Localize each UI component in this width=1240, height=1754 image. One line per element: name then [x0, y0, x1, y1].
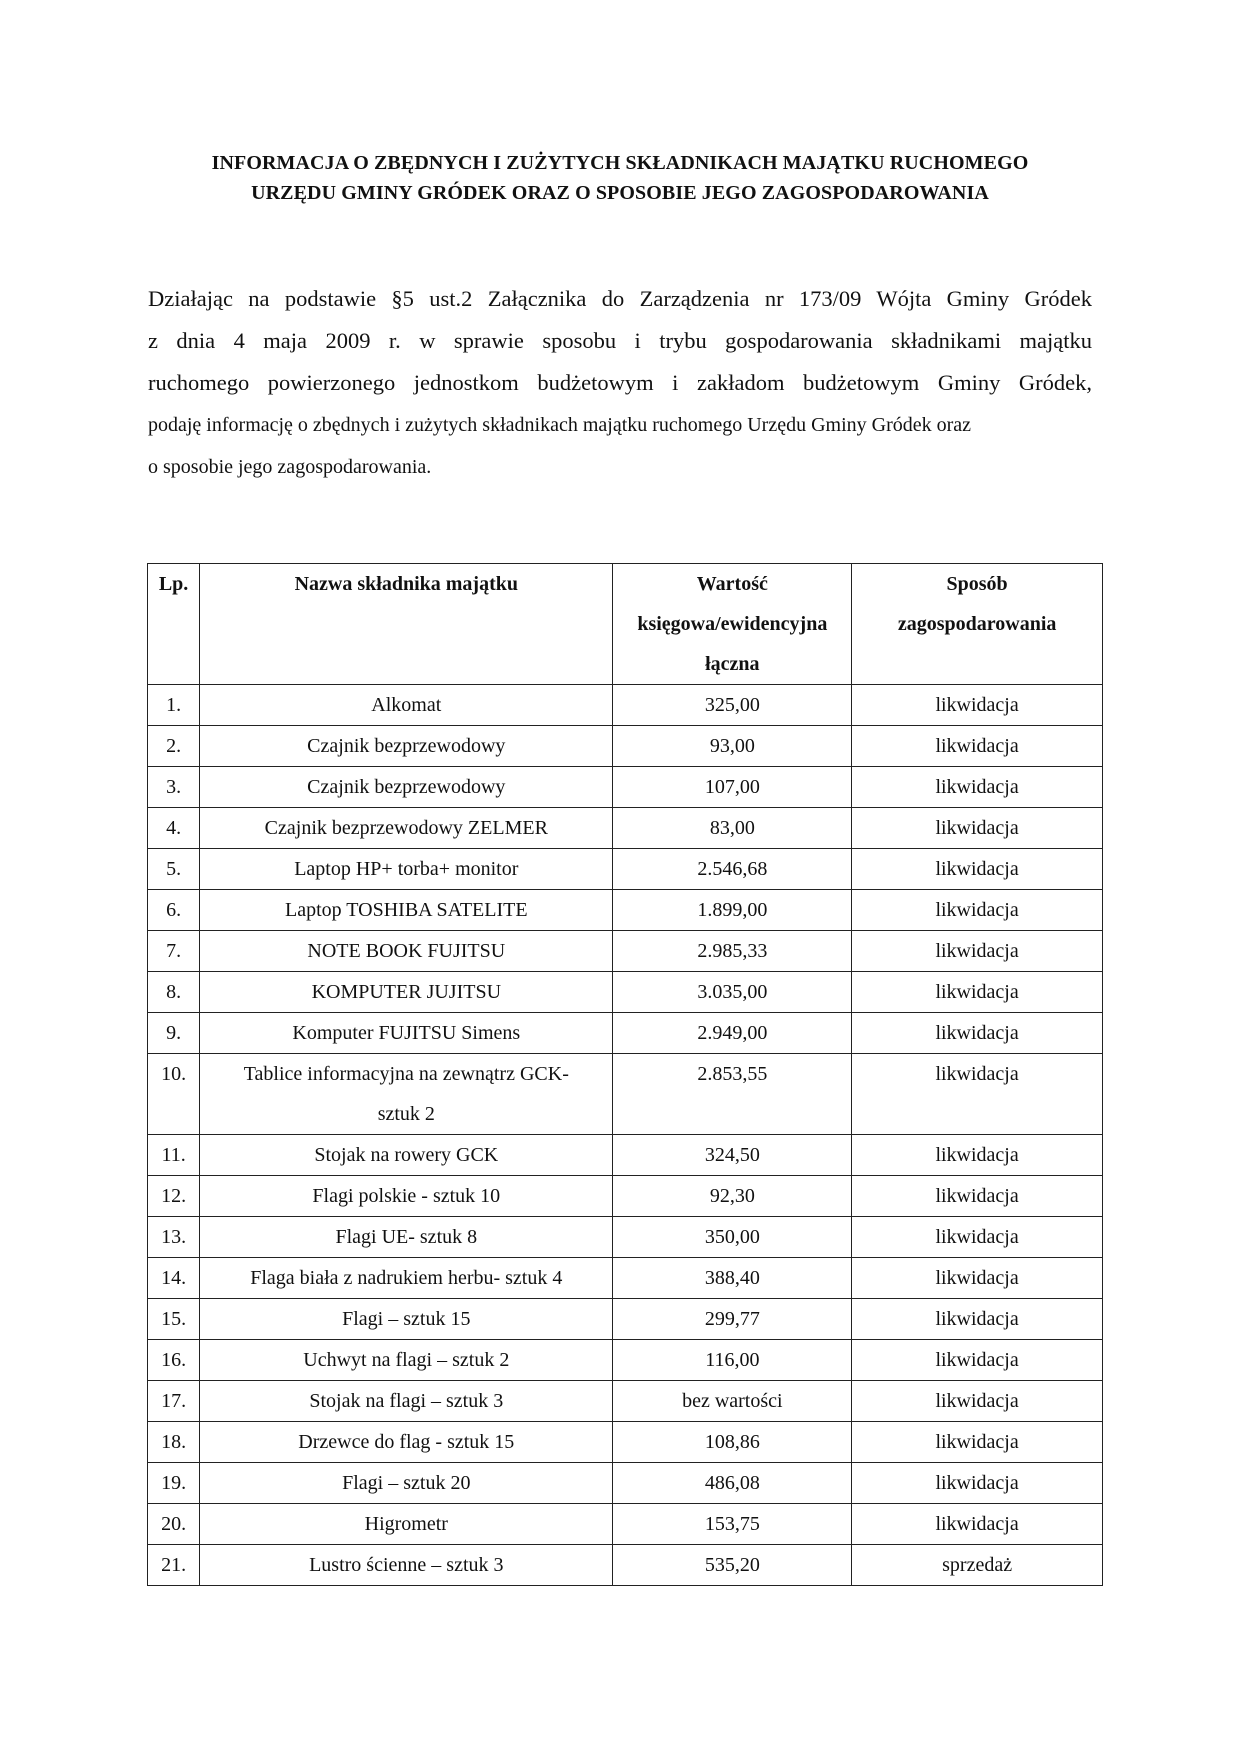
cell-lp: 11. — [148, 1135, 200, 1176]
header-name: Nazwa składnika majątku — [200, 564, 613, 685]
cell-value: 1.899,00 — [613, 890, 852, 931]
header-value-line: łączna — [705, 653, 760, 675]
header-lp: Lp. — [148, 564, 200, 685]
cell-value: 153,75 — [613, 1504, 852, 1545]
assets-table — [147, 563, 1103, 1586]
cell-lp: 15. — [148, 1299, 200, 1340]
cell-way: likwidacja — [852, 1258, 1103, 1299]
cell-lp: 3. — [148, 767, 200, 808]
cell-value: 350,00 — [613, 1217, 852, 1258]
cell-name-line: Tablice informacyjna na zewnątrz GCK- — [243, 1063, 569, 1085]
cell-name-line: Laptop HP+ torba+ monitor — [294, 858, 519, 880]
table-row — [148, 767, 1103, 808]
cell-lp: 7. — [148, 931, 200, 972]
cell-name — [200, 1217, 613, 1258]
cell-name — [200, 1463, 613, 1504]
cell-way: likwidacja — [852, 1176, 1103, 1217]
cell-name-line: KOMPUTER JUJITSU — [311, 981, 502, 1003]
cell-lp: 14. — [148, 1258, 200, 1299]
cell-name-line: Higrometr — [364, 1513, 448, 1535]
table-row — [148, 1013, 1103, 1054]
cell-value: 3.035,00 — [613, 972, 852, 1013]
cell-value: 2.546,68 — [613, 849, 852, 890]
cell-name — [200, 767, 613, 808]
cell-name — [200, 1381, 613, 1422]
table-row — [148, 1463, 1103, 1504]
cell-way: likwidacja — [852, 808, 1103, 849]
table-row — [148, 1340, 1103, 1381]
cell-name — [200, 1545, 613, 1586]
cell-lp: 4. — [148, 808, 200, 849]
cell-lp: 19. — [148, 1463, 200, 1504]
cell-name-line: Uchwyt na flagi – sztuk 2 — [303, 1349, 510, 1371]
header-way — [852, 564, 1103, 685]
cell-name-line: Flaga biała z nadrukiem herbu- sztuk 4 — [250, 1267, 563, 1289]
cell-name-line: Drzewce do flag - sztuk 15 — [298, 1431, 515, 1453]
document-title — [120, 148, 1120, 208]
table-row — [148, 1135, 1103, 1176]
cell-value: 108,86 — [613, 1422, 852, 1463]
cell-lp: 1. — [148, 685, 200, 726]
cell-name — [200, 808, 613, 849]
cell-value: 486,08 — [613, 1463, 852, 1504]
title-line: URZĘDU GMINY GRÓDEK ORAZ O SPOSOBIE JEGO ZAGOSPODAROWANIA — [251, 182, 989, 204]
cell-way: likwidacja — [852, 849, 1103, 890]
cell-name-line: Stojak na flagi – sztuk 3 — [309, 1390, 504, 1412]
cell-way: likwidacja — [852, 1422, 1103, 1463]
cell-name — [200, 849, 613, 890]
cell-name — [200, 931, 613, 972]
cell-lp: 8. — [148, 972, 200, 1013]
cell-way: likwidacja — [852, 1463, 1103, 1504]
table-row — [148, 808, 1103, 849]
header-value — [613, 564, 852, 685]
cell-name-line: Flagi – sztuk 20 — [342, 1472, 471, 1494]
table-row — [148, 1258, 1103, 1299]
cell-way: likwidacja — [852, 972, 1103, 1013]
header-value-line: księgowa/ewidencyjna — [637, 613, 828, 635]
cell-way: likwidacja — [852, 685, 1103, 726]
cell-name — [200, 1054, 613, 1135]
cell-lp: 13. — [148, 1217, 200, 1258]
intro-line: ruchomego powierzonego jednostkom budżetowym i zakładom budżetowym Gminy Gródek, — [148, 370, 1092, 395]
cell-lp: 21. — [148, 1545, 200, 1586]
cell-name — [200, 1340, 613, 1381]
cell-value: 535,20 — [613, 1545, 852, 1586]
table-row — [148, 1381, 1103, 1422]
cell-lp: 9. — [148, 1013, 200, 1054]
cell-name — [200, 1504, 613, 1545]
cell-name-line: Laptop TOSHIBA SATELITE — [285, 899, 528, 921]
table-row — [148, 1054, 1103, 1135]
cell-way: likwidacja — [852, 1013, 1103, 1054]
cell-name-line: Flagi – sztuk 15 — [342, 1308, 471, 1330]
cell-value: 92,30 — [613, 1176, 852, 1217]
cell-name-line: NOTE BOOK FUJITSU — [307, 940, 506, 962]
header-way-line: Sposób — [946, 573, 1008, 595]
cell-value: 107,00 — [613, 767, 852, 808]
cell-name-line: Czajnik bezprzewodowy — [307, 735, 506, 757]
cell-way: likwidacja — [852, 890, 1103, 931]
cell-way: likwidacja — [852, 726, 1103, 767]
cell-lp: 2. — [148, 726, 200, 767]
cell-lp: 6. — [148, 890, 200, 931]
cell-value: 388,40 — [613, 1258, 852, 1299]
cell-name — [200, 685, 613, 726]
cell-name — [200, 726, 613, 767]
cell-name — [200, 972, 613, 1013]
cell-lp: 5. — [148, 849, 200, 890]
cell-lp: 12. — [148, 1176, 200, 1217]
cell-value: 116,00 — [613, 1340, 852, 1381]
cell-name-line: Stojak na rowery GCK — [314, 1144, 499, 1166]
header-way-line: zagospodarowania — [897, 613, 1057, 635]
table-row — [148, 685, 1103, 726]
table-row — [148, 1217, 1103, 1258]
cell-name — [200, 1135, 613, 1176]
cell-lp: 16. — [148, 1340, 200, 1381]
cell-value: 2.985,33 — [613, 931, 852, 972]
cell-name — [200, 1299, 613, 1340]
cell-name-line: Flagi UE- sztuk 8 — [335, 1226, 478, 1248]
cell-name — [200, 1013, 613, 1054]
intro-line: o sposobie jego zagospodarowania. — [148, 456, 432, 478]
cell-name — [200, 1176, 613, 1217]
cell-name-line: Czajnik bezprzewodowy — [307, 776, 506, 798]
cell-value: 83,00 — [613, 808, 852, 849]
cell-name-line: Czajnik bezprzewodowy ZELMER — [264, 817, 548, 839]
cell-value: 2.853,55 — [613, 1054, 852, 1135]
table-row — [148, 1299, 1103, 1340]
cell-value: 299,77 — [613, 1299, 852, 1340]
cell-value: 2.949,00 — [613, 1013, 852, 1054]
cell-lp: 17. — [148, 1381, 200, 1422]
table-row — [148, 849, 1103, 890]
cell-name-line: Flagi polskie - sztuk 10 — [312, 1185, 501, 1207]
cell-name — [200, 1422, 613, 1463]
table-row — [148, 726, 1103, 767]
cell-name-line: Alkomat — [371, 694, 442, 716]
table-row — [148, 1176, 1103, 1217]
table-row — [148, 1545, 1103, 1586]
table-header-row — [148, 564, 1103, 685]
table-row — [148, 890, 1103, 931]
cell-way: sprzedaż — [852, 1545, 1103, 1586]
cell-way: likwidacja — [852, 1054, 1103, 1135]
cell-way: likwidacja — [852, 1299, 1103, 1340]
cell-lp: 10. — [148, 1054, 200, 1135]
cell-way: likwidacja — [852, 1504, 1103, 1545]
cell-name-line: sztuk 2 — [377, 1103, 435, 1125]
cell-lp: 18. — [148, 1422, 200, 1463]
cell-value: 325,00 — [613, 685, 852, 726]
cell-way: likwidacja — [852, 767, 1103, 808]
cell-name-line: Komputer FUJITSU Simens — [292, 1022, 521, 1044]
cell-way: likwidacja — [852, 1135, 1103, 1176]
table-row — [148, 1504, 1103, 1545]
intro-paragraph — [148, 278, 1092, 488]
header-value-line: Wartość — [696, 573, 768, 595]
cell-lp: 20. — [148, 1504, 200, 1545]
cell-name — [200, 1258, 613, 1299]
cell-name — [200, 890, 613, 931]
cell-way: likwidacja — [852, 1381, 1103, 1422]
table-row — [148, 972, 1103, 1013]
cell-way: likwidacja — [852, 931, 1103, 972]
title-line: INFORMACJA O ZBĘDNYCH I ZUŻYTYCH SKŁADNIKACH MAJĄTKU RUCHOMEGO — [211, 152, 1029, 174]
cell-way: likwidacja — [852, 1217, 1103, 1258]
table-body — [148, 685, 1103, 1586]
cell-value: 324,50 — [613, 1135, 852, 1176]
intro-line: Działając na podstawie §5 ust.2 Załącznika do Zarządzenia nr 173/09 Wójta Gminy Gródek — [148, 286, 1092, 311]
intro-line: podaję informację o zbędnych i zużytych składnikach majątku ruchomego Urzędu Gminy Gródek oraz — [148, 414, 972, 436]
cell-way: likwidacja — [852, 1340, 1103, 1381]
cell-name-line: Lustro ścienne – sztuk 3 — [309, 1554, 504, 1576]
intro-line: z dnia 4 maja 2009 r. w sprawie sposobu i trybu gospodarowania składnikami majątku — [148, 328, 1092, 353]
cell-value: bez wartości — [613, 1381, 852, 1422]
cell-value: 93,00 — [613, 726, 852, 767]
table-row — [148, 931, 1103, 972]
table-row — [148, 1422, 1103, 1463]
